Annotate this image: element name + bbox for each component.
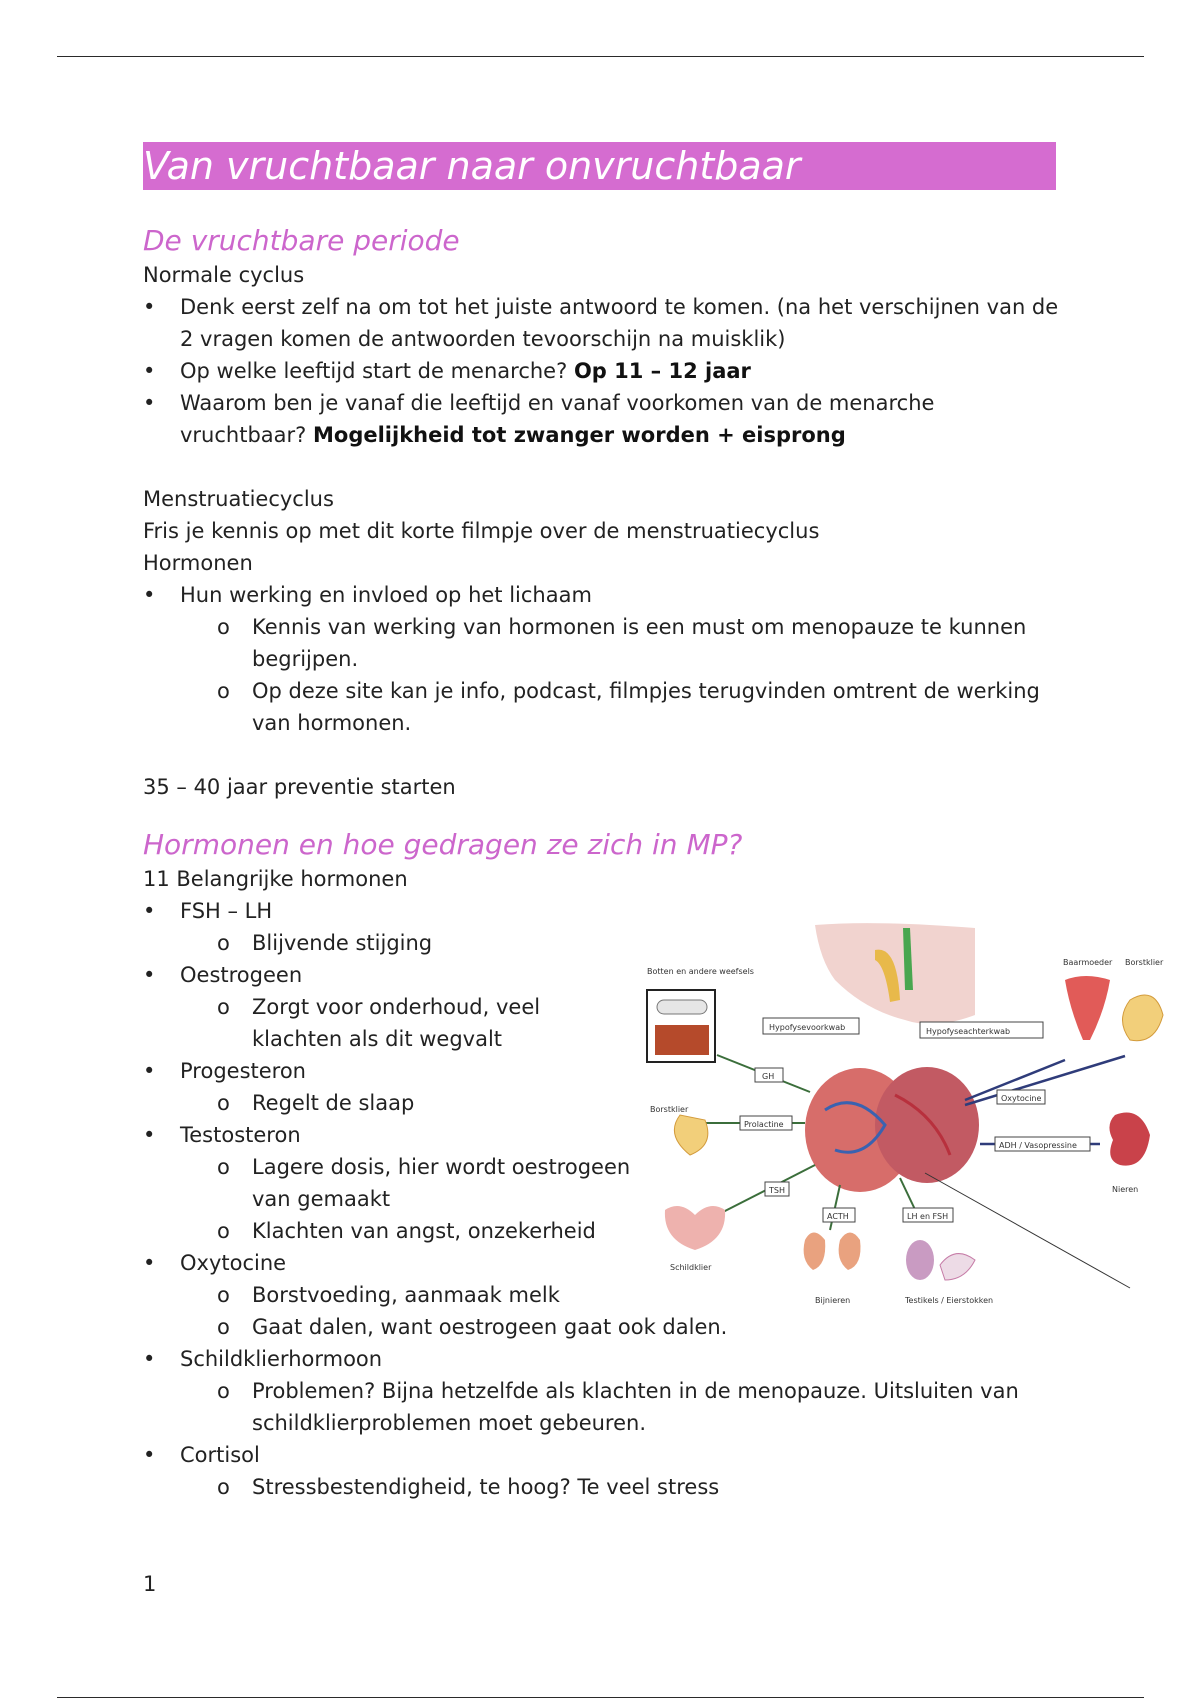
label-bijnieren: Bijnieren bbox=[815, 1296, 851, 1305]
adrenal-illustration-right bbox=[839, 1233, 861, 1271]
adrenal-illustration bbox=[804, 1233, 826, 1271]
label-lhfsh: LH en FSH bbox=[907, 1212, 949, 1221]
label-adh: ADH / Vasopressine bbox=[999, 1141, 1077, 1150]
breast-right-illustration bbox=[1123, 995, 1164, 1041]
uterus-illustration bbox=[1065, 976, 1110, 1040]
list-item: • Waarom ben je vanaf die leeftijd en vanaf voorkomen van de menarche vruchtbaar? Mogelijkheid tot zwanger worden + eisprong bbox=[143, 387, 1063, 451]
hormones-intro: 11 Belangrijke hormonen bbox=[143, 867, 408, 891]
label-oxytocine: Oxytocine bbox=[1001, 1094, 1042, 1103]
ovary-illustration bbox=[940, 1254, 975, 1280]
answer-fertility: Mogelijkheid tot zwanger worden + eisprong bbox=[313, 423, 846, 447]
label-baarmoeder: Baarmoeder bbox=[1063, 958, 1113, 967]
hormone-item: • Progesteron o Regelt de slaap bbox=[143, 1055, 1063, 1119]
list-item: o Kennis van werking van hormonen is een must om menopauze te kunnen begrijpen. bbox=[217, 611, 1063, 675]
breast-left-illustration bbox=[674, 1115, 707, 1155]
list-item: • Op welke leeftijd start de menarche? Op 11 – 12 jaar bbox=[143, 355, 1063, 387]
list-item: • Denk eerst zelf na om tot het juiste antwoord te komen. (na het verschijnen van de 2 vragen komen de antwoorden tevoorschijn na muisklik) bbox=[143, 291, 1063, 355]
list-item: • Hun werking en invloed op het lichaam o Kennis van werking van hormonen is een must om menopauze te kunnen begrijpen. o Op deze site kan je info, podcast, filmpjes terugvinden omtrent de werking van hormonen. bbox=[143, 579, 1063, 739]
svg-text:Hypofysevoorkwab: Hypofysevoorkwab bbox=[769, 1023, 846, 1032]
hormone-item: • FSH – LH o Blijvende stijging bbox=[143, 895, 1063, 959]
label-back-lobe bbox=[920, 1022, 1043, 1038]
label-nieren: Nieren bbox=[1112, 1185, 1139, 1194]
question-list bbox=[143, 291, 1063, 451]
hormone-note: o Borstvoeding, aanmaak melk bbox=[217, 1279, 1063, 1311]
label-prolactine: Prolactine bbox=[744, 1120, 784, 1129]
list-item[interactable]: o Op deze site kan je info, podcast, filmpjes terugvinden omtrent de werking van hormonen. bbox=[217, 675, 1063, 739]
label-schildklier: Schildklier bbox=[670, 1263, 712, 1272]
hormone-item: • Oestrogeen o Zorgt voor onderhoud, veel klachten als dit wegvalt bbox=[143, 959, 1063, 1055]
label-acth: ACTH bbox=[827, 1212, 849, 1221]
hormone-note: o Lagere dosis, hier wordt oestrogeen van gemaakt bbox=[217, 1151, 657, 1215]
thyroid-illustration bbox=[665, 1206, 725, 1250]
label-bones: Botten en andere weefsels bbox=[647, 967, 754, 976]
hormones-list bbox=[143, 579, 1063, 739]
bones-illustration bbox=[647, 990, 715, 1062]
page-title: Van vruchtbaar naar onvruchtbaar bbox=[143, 142, 1056, 190]
label-tsh: TSH bbox=[769, 1186, 785, 1195]
hormone-note: o Gaat dalen, want oestrogeen gaat ook dalen. bbox=[217, 1311, 1063, 1343]
label-borstklier-left: Borstklier bbox=[650, 1105, 689, 1114]
menstrual-cycle-label: Menstruatiecyclus bbox=[143, 487, 334, 511]
bottom-rule bbox=[57, 1697, 1144, 1698]
top-rule bbox=[57, 56, 1144, 57]
hormone-item: • Testosteron o Lagere dosis, hier wordt oestrogeen van gemaakt o Klachten van angst, onzekerheid bbox=[143, 1119, 1063, 1247]
label-borstklier-right: Borstklier bbox=[1125, 958, 1164, 967]
hormone-note: o Blijvende stijging bbox=[217, 927, 697, 959]
pituitary-diagram bbox=[635, 920, 1180, 1315]
hormone-note: o Stressbestendigheid, te hoog? Te veel stress bbox=[217, 1471, 1063, 1503]
answer-age: Op 11 – 12 jaar bbox=[573, 359, 751, 383]
label-front-lobe bbox=[763, 1018, 859, 1034]
kidney-illustration bbox=[1109, 1113, 1150, 1166]
testes-illustration bbox=[906, 1240, 934, 1280]
section-heading-fertile: De vruchtbare periode bbox=[143, 224, 460, 257]
page-number: 1 bbox=[143, 1572, 157, 1596]
section-heading-hormones: Hormonen en hoe gedragen ze zich in MP? bbox=[143, 828, 743, 861]
hormone-note: o Problemen? Bijna hetzelfde als klachten in de menopauze. Uitsluiten van schildklierproblemen moet gebeuren. bbox=[217, 1375, 1097, 1439]
svg-text:Hypofyseachterkwab: Hypofyseachterkwab bbox=[926, 1027, 1011, 1036]
prevention-note: 35 – 40 jaar preventie starten bbox=[143, 775, 456, 799]
label-gh: GH bbox=[762, 1072, 775, 1081]
subheading-normal-cycle: Normale cyclus bbox=[143, 263, 305, 287]
hormone-note: o Regelt de slaap bbox=[217, 1087, 697, 1119]
label-testikels: Testikels / Eierstokken bbox=[905, 1296, 994, 1305]
posterior-lobe bbox=[875, 1067, 979, 1183]
hormone-item: • Oxytocine o Borstvoeding, aanmaak melk o Gaat dalen, want oestrogeen gaat ook dalen. bbox=[143, 1247, 1063, 1343]
hormone-note: o Zorgt voor onderhoud, veel klachten als dit wegvalt bbox=[217, 991, 617, 1055]
menstrual-cycle-link[interactable]: Fris je kennis op met dit korte filmpje over de menstruatiecyclus bbox=[143, 519, 820, 543]
pituitary-diagram-svg bbox=[635, 920, 1180, 1315]
hormone-item: • Schildklierhormoon o Problemen? Bijna hetzelfde als klachten in de menopauze. Uitsluiten van schildklierproblemen moet gebeuren. bbox=[143, 1343, 1063, 1439]
hormone-item: • Cortisol o Stressbestendigheid, te hoog? Te veel stress bbox=[143, 1439, 1063, 1503]
hormone-note: o Klachten van angst, onzekerheid bbox=[217, 1215, 657, 1247]
hormones-label: Hormonen bbox=[143, 551, 253, 575]
